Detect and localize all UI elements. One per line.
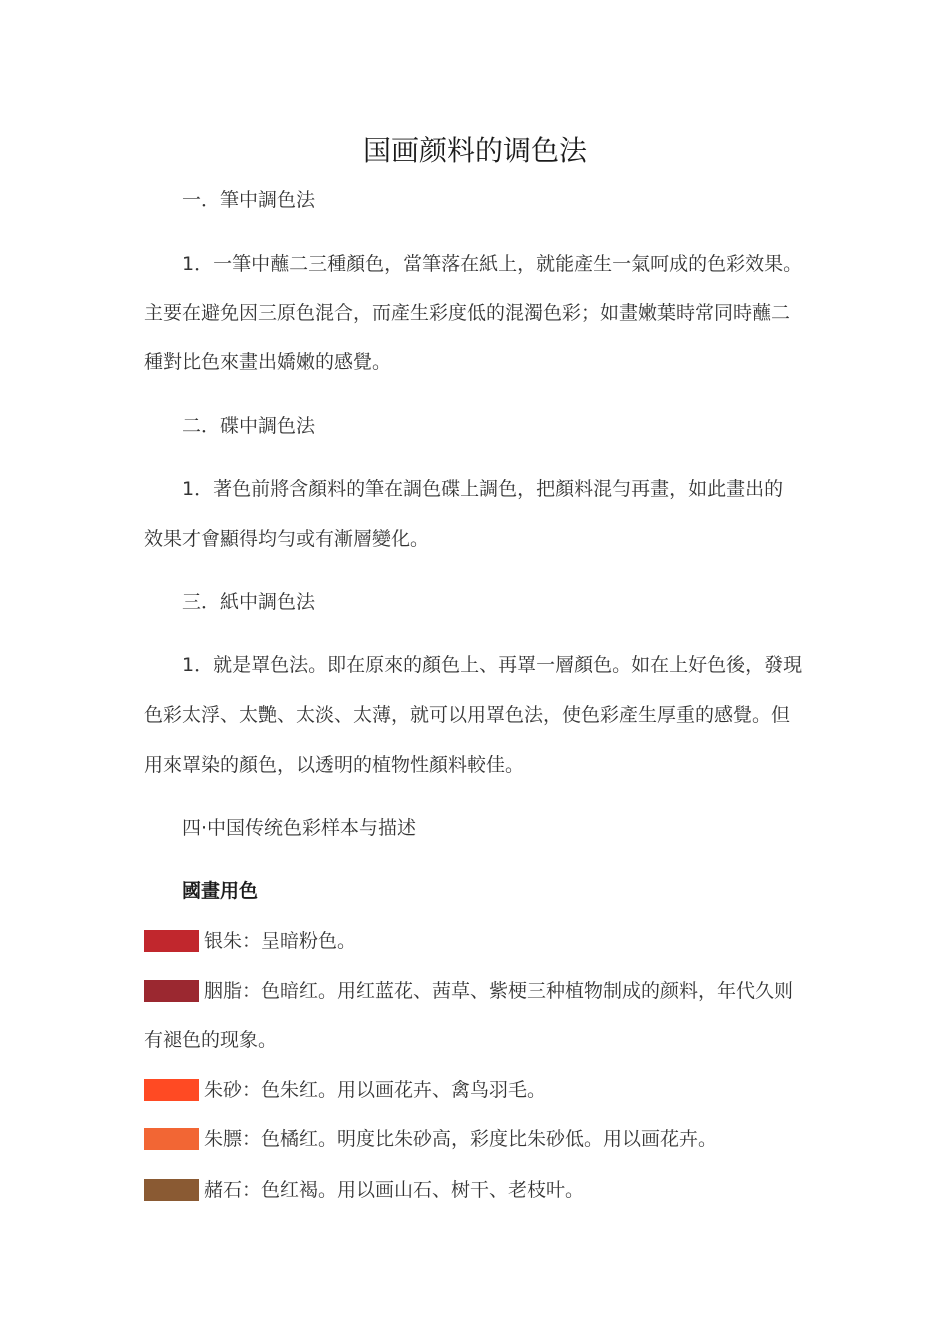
zheshi-description: 赭石：色红褐。用以画山石、树干、老枝叶。: [204, 1179, 585, 1201]
color-entry-zhusha: [144, 1075, 546, 1105]
section-3-paragraph-line-3: 用來罩染的顏色，以透明的植物性顏料較佳。: [144, 754, 525, 776]
yinzhu-description: 银朱：呈暗粉色。: [204, 930, 357, 952]
yanzhi-description-continued: 有褪色的现象。: [144, 1029, 278, 1051]
zhusha-description: 朱砂：色朱红。用以画花卉、禽鸟羽毛。: [204, 1079, 547, 1101]
section-3-paragraph-line-1: 1．就是罩色法。即在原來的顏色上、再罩一層顏色。如在上好色後，發現: [182, 654, 803, 676]
page-title: 国画颜料的调色法: [362, 134, 587, 167]
color-entry-zhubiao: [144, 1124, 717, 1154]
yinzhu-swatch: [144, 930, 199, 952]
zhusha-swatch: [144, 1079, 199, 1101]
palette-heading: 國畫用色: [182, 880, 259, 902]
section-1-paragraph-line-1: 1．一筆中蘸二三種顏色，當筆落在紙上，就能產生一氣呵成的色彩效果。: [182, 253, 803, 275]
zhubiao-swatch: [144, 1128, 199, 1150]
section-2-paragraph-line-1: 1．著色前將含顏料的筆在調色碟上調色，把顏料混勻再畫，如此畫出的: [182, 478, 784, 500]
section-3-heading: 三．紙中調色法: [182, 591, 316, 613]
section-4-heading: 四·中国传统色彩样本与描述: [182, 817, 417, 839]
color-entry-yanzhi: [144, 976, 793, 1006]
section-2-paragraph-line-2: 效果才會顯得均勻或有漸層變化。: [144, 528, 430, 550]
yanzhi-description: 胭脂：色暗红。用红蓝花、茜草、紫梗三种植物制成的颜料，年代久则: [204, 980, 794, 1002]
section-2-heading: 二．碟中調色法: [182, 415, 316, 437]
yanzhi-swatch: [144, 980, 199, 1002]
section-1-paragraph-line-3: 種對比色來畫出嬌嫩的感覺。: [144, 351, 392, 373]
zhubiao-description: 朱膘：色橘红。明度比朱砂高，彩度比朱砂低。用以画花卉。: [204, 1128, 718, 1150]
color-entry-yinzhu: [144, 926, 356, 956]
section-3-paragraph-line-2: 色彩太浮、太艷、太淡、太薄，就可以用罩色法，使色彩產生厚重的感覺。但: [144, 704, 791, 726]
zheshi-swatch: [144, 1179, 199, 1201]
color-entry-zheshi: [144, 1175, 584, 1205]
section-1-paragraph-line-2: 主要在避免因三原色混合，而產生彩度低的混濁色彩；如畫嫩葉時常同時蘸二: [144, 302, 791, 324]
section-1-heading: 一．筆中調色法: [182, 189, 316, 211]
